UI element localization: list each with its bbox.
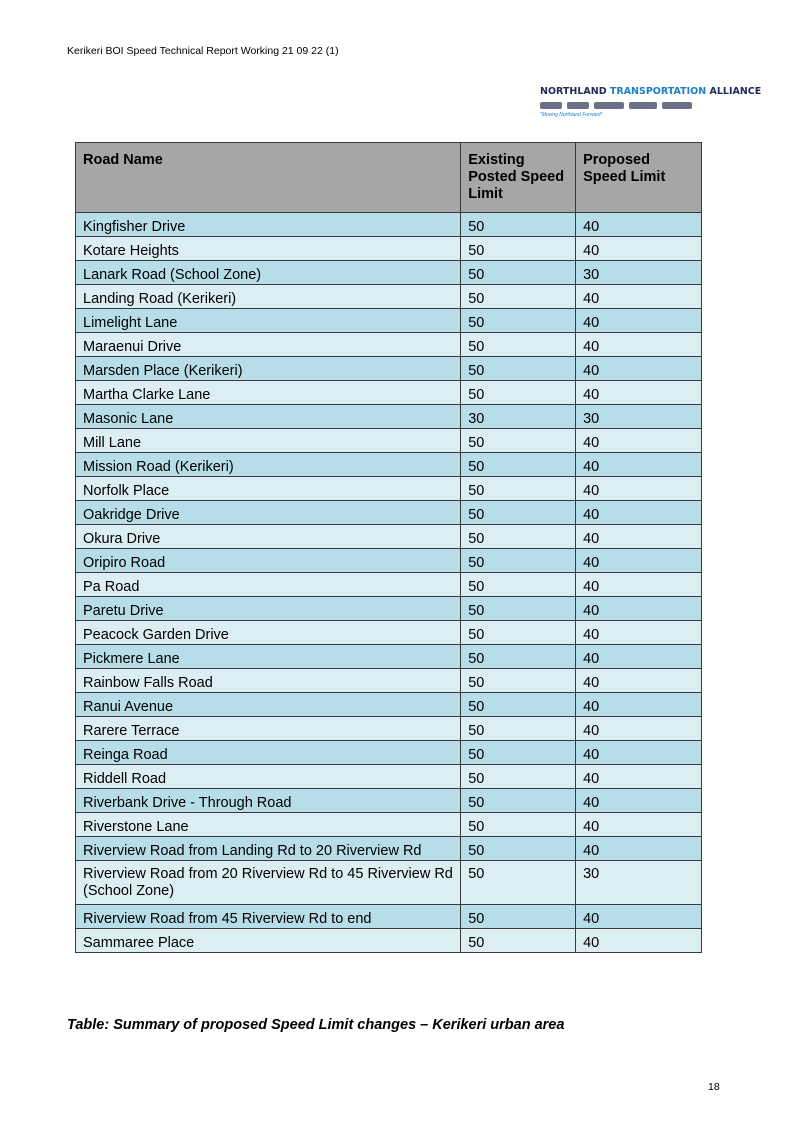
- table-row: [76, 837, 702, 861]
- table-row: [76, 213, 702, 237]
- table-row: [76, 789, 702, 813]
- cell-existing-limit: 50: [461, 905, 576, 929]
- partner-logo-icon: [567, 102, 589, 109]
- table-row: [76, 285, 702, 309]
- cell-proposed-limit: 40: [576, 453, 702, 477]
- table-row: [76, 429, 702, 453]
- cell-road-name: Oakridge Drive: [76, 501, 461, 525]
- table-row: [76, 405, 702, 429]
- cell-existing-limit: 50: [461, 453, 576, 477]
- partner-logo-icon: [629, 102, 657, 109]
- table-row: [76, 477, 702, 501]
- cell-existing-limit: 50: [461, 645, 576, 669]
- column-header-proposed-limit: Proposed Speed Limit: [576, 143, 702, 213]
- table-row: [76, 549, 702, 573]
- column-header-existing-limit: Existing Posted Speed Limit: [461, 143, 576, 213]
- table-row: [76, 905, 702, 929]
- cell-proposed-limit: 40: [576, 525, 702, 549]
- cell-road-name: Rarere Terrace: [76, 717, 461, 741]
- cell-proposed-limit: 40: [576, 813, 702, 837]
- cell-proposed-limit: 40: [576, 477, 702, 501]
- cell-existing-limit: 50: [461, 693, 576, 717]
- cell-proposed-limit: 40: [576, 789, 702, 813]
- cell-existing-limit: 50: [461, 861, 576, 905]
- cell-existing-limit: 50: [461, 285, 576, 309]
- cell-proposed-limit: 40: [576, 333, 702, 357]
- table-row: [76, 693, 702, 717]
- cell-road-name: Riverview Road from 20 Riverview Rd to 45 Riverview Rd (School Zone): [76, 861, 461, 905]
- cell-road-name: Rainbow Falls Road: [76, 669, 461, 693]
- cell-existing-limit: 50: [461, 309, 576, 333]
- cell-existing-limit: 50: [461, 213, 576, 237]
- cell-proposed-limit: 30: [576, 405, 702, 429]
- logo-word-northland: NORTHLAND: [540, 86, 607, 97]
- cell-road-name: Pickmere Lane: [76, 645, 461, 669]
- cell-existing-limit: 50: [461, 477, 576, 501]
- cell-proposed-limit: 40: [576, 905, 702, 929]
- table-row: [76, 741, 702, 765]
- cell-existing-limit: 50: [461, 717, 576, 741]
- cell-existing-limit: 50: [461, 573, 576, 597]
- cell-road-name: Martha Clarke Lane: [76, 381, 461, 405]
- table-row: [76, 645, 702, 669]
- table-row: [76, 525, 702, 549]
- cell-proposed-limit: 40: [576, 693, 702, 717]
- cell-proposed-limit: 40: [576, 501, 702, 525]
- logo-word-transportation: TRANSPORTATION: [609, 86, 707, 97]
- cell-road-name: Norfolk Place: [76, 477, 461, 501]
- table-row: [76, 261, 702, 285]
- cell-proposed-limit: 40: [576, 213, 702, 237]
- cell-road-name: Ranui Avenue: [76, 693, 461, 717]
- page-number: 18: [708, 1081, 720, 1093]
- cell-existing-limit: 50: [461, 357, 576, 381]
- cell-existing-limit: 50: [461, 525, 576, 549]
- cell-existing-limit: 30: [461, 405, 576, 429]
- table-row: [76, 309, 702, 333]
- cell-road-name: Lanark Road (School Zone): [76, 261, 461, 285]
- partner-logo-icon: [540, 102, 562, 109]
- cell-proposed-limit: 40: [576, 765, 702, 789]
- table-body: [76, 213, 702, 953]
- cell-proposed-limit: 30: [576, 861, 702, 905]
- cell-proposed-limit: 40: [576, 381, 702, 405]
- cell-proposed-limit: 40: [576, 621, 702, 645]
- cell-existing-limit: 50: [461, 621, 576, 645]
- cell-existing-limit: 50: [461, 597, 576, 621]
- partner-logos: [540, 100, 715, 110]
- cell-existing-limit: 50: [461, 429, 576, 453]
- cell-road-name: Kotare Heights: [76, 237, 461, 261]
- table-row: [76, 765, 702, 789]
- table-row: [76, 621, 702, 645]
- cell-existing-limit: 50: [461, 813, 576, 837]
- cell-road-name: Landing Road (Kerikeri): [76, 285, 461, 309]
- cell-proposed-limit: 40: [576, 573, 702, 597]
- cell-road-name: Mission Road (Kerikeri): [76, 453, 461, 477]
- cell-road-name: Sammaree Place: [76, 929, 461, 953]
- cell-existing-limit: 50: [461, 929, 576, 953]
- cell-proposed-limit: 30: [576, 261, 702, 285]
- cell-existing-limit: 50: [461, 789, 576, 813]
- cell-existing-limit: 50: [461, 237, 576, 261]
- table-row: [76, 357, 702, 381]
- table-row: [76, 929, 702, 953]
- table-row: [76, 573, 702, 597]
- cell-proposed-limit: 40: [576, 549, 702, 573]
- cell-existing-limit: 50: [461, 333, 576, 357]
- cell-existing-limit: 50: [461, 741, 576, 765]
- cell-road-name: Kingfisher Drive: [76, 213, 461, 237]
- cell-proposed-limit: 40: [576, 597, 702, 621]
- cell-proposed-limit: 40: [576, 357, 702, 381]
- cell-existing-limit: 50: [461, 261, 576, 285]
- table-row: [76, 237, 702, 261]
- cell-proposed-limit: 40: [576, 309, 702, 333]
- cell-road-name: Pa Road: [76, 573, 461, 597]
- cell-road-name: Masonic Lane: [76, 405, 461, 429]
- partner-logo-icon: [662, 102, 692, 109]
- cell-existing-limit: 50: [461, 837, 576, 861]
- northland-transportation-alliance-logo: [540, 86, 762, 120]
- cell-proposed-limit: 40: [576, 929, 702, 953]
- cell-existing-limit: 50: [461, 669, 576, 693]
- logo-tagline: "Moving Northland Forward": [540, 112, 603, 118]
- cell-proposed-limit: 40: [576, 645, 702, 669]
- table-row: [76, 813, 702, 837]
- cell-proposed-limit: 40: [576, 717, 702, 741]
- table-row: [76, 861, 702, 905]
- table-row: [76, 669, 702, 693]
- partner-logo-icon: [594, 102, 624, 109]
- cell-proposed-limit: 40: [576, 669, 702, 693]
- table-row: [76, 717, 702, 741]
- cell-existing-limit: 50: [461, 549, 576, 573]
- cell-proposed-limit: 40: [576, 237, 702, 261]
- cell-road-name: Oripiro Road: [76, 549, 461, 573]
- document-header: Kerikeri BOI Speed Technical Report Working 21 09 22 (1): [67, 45, 339, 57]
- speed-limit-table: [75, 142, 702, 953]
- cell-road-name: Peacock Garden Drive: [76, 621, 461, 645]
- column-header-road-name: Road Name: [76, 143, 461, 213]
- table-row: [76, 453, 702, 477]
- cell-road-name: Riverview Road from Landing Rd to 20 Riverview Rd: [76, 837, 461, 861]
- cell-existing-limit: 50: [461, 765, 576, 789]
- cell-road-name: Maraenui Drive: [76, 333, 461, 357]
- logo-word-alliance: ALLIANCE: [709, 86, 762, 97]
- cell-road-name: Mill Lane: [76, 429, 461, 453]
- cell-road-name: Marsden Place (Kerikeri): [76, 357, 461, 381]
- cell-road-name: Paretu Drive: [76, 597, 461, 621]
- table-row: [76, 597, 702, 621]
- cell-road-name: Riddell Road: [76, 765, 461, 789]
- table-caption: Table: Summary of proposed Speed Limit changes – Kerikeri urban area: [67, 1017, 565, 1033]
- table-header-row: [76, 143, 702, 213]
- cell-road-name: Reinga Road: [76, 741, 461, 765]
- cell-road-name: Riverview Road from 45 Riverview Rd to end: [76, 905, 461, 929]
- cell-road-name: Riverstone Lane: [76, 813, 461, 837]
- table-row: [76, 501, 702, 525]
- cell-existing-limit: 50: [461, 501, 576, 525]
- table-row: [76, 381, 702, 405]
- table-row: [76, 333, 702, 357]
- cell-proposed-limit: 40: [576, 285, 702, 309]
- cell-road-name: Okura Drive: [76, 525, 461, 549]
- cell-proposed-limit: 40: [576, 837, 702, 861]
- cell-existing-limit: 50: [461, 381, 576, 405]
- cell-proposed-limit: 40: [576, 429, 702, 453]
- cell-road-name: Limelight Lane: [76, 309, 461, 333]
- cell-proposed-limit: 40: [576, 741, 702, 765]
- cell-road-name: Riverbank Drive - Through Road: [76, 789, 461, 813]
